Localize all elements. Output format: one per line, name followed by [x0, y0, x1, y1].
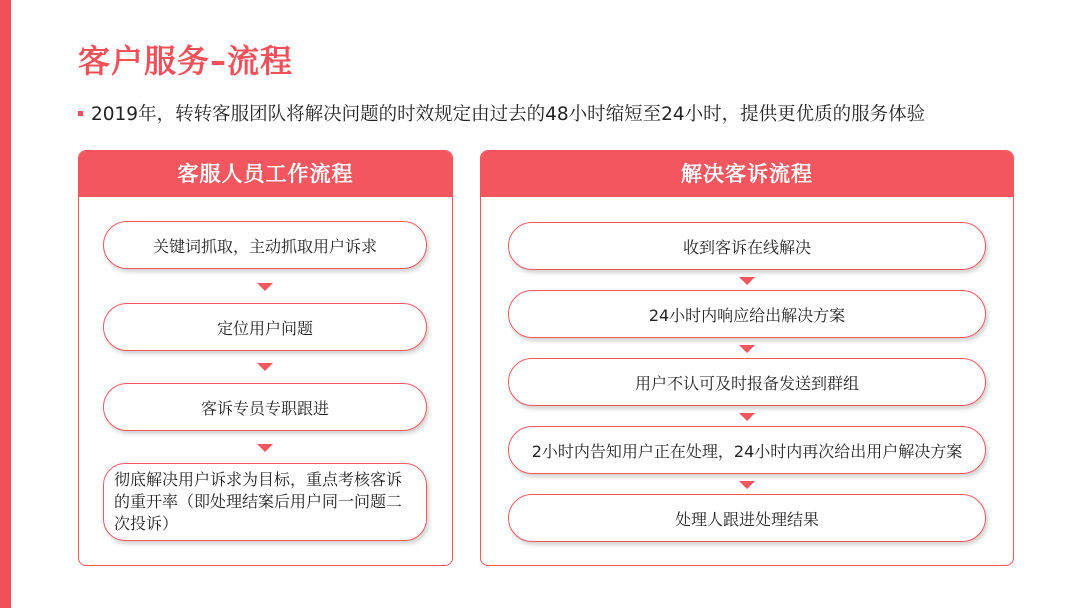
arrow-down-icon [739, 277, 755, 285]
flow-step: 24小时内响应给出解决方案 [508, 290, 986, 338]
panel-staff-workflow [78, 150, 453, 566]
subtitle-text: 2019年，转转客服团队将解决问题的时效规定由过去的48小时缩短至24小时，提供更优质的服务体验 [91, 104, 926, 125]
arrow-down-icon [257, 363, 273, 371]
bullet-icon [78, 111, 83, 116]
flow-step: 彻底解决用户诉求为目标，重点考核客诉的重开率（即处理结案后用户同一问题二次投诉） [103, 463, 427, 541]
flow-step: 处理人跟进处理结果 [508, 494, 986, 542]
panel-header-staff-workflow: 客服人员工作流程 [79, 151, 452, 197]
flow-step: 定位用户问题 [103, 303, 427, 351]
subtitle [78, 100, 925, 126]
arrow-down-icon [257, 283, 273, 291]
page-title: 客户服务–流程 [78, 42, 294, 80]
arrow-down-icon [739, 481, 755, 489]
panel-complaint-resolution [480, 150, 1014, 566]
panel-header-complaint-resolution: 解决客诉流程 [481, 151, 1013, 197]
arrow-down-icon [257, 444, 273, 452]
arrow-down-icon [739, 413, 755, 421]
flow-step: 关键词抓取，主动抓取用户诉求 [103, 221, 427, 269]
flow-step: 2小时内告知用户正在处理，24小时内再次给出用户解决方案 [508, 426, 986, 474]
flow-step: 客诉专员专职跟进 [103, 383, 427, 431]
flow-step: 收到客诉在线解决 [508, 222, 986, 270]
flow-step: 用户不认可及时报备发送到群组 [508, 358, 986, 406]
accent-bar [0, 0, 11, 608]
arrow-down-icon [739, 345, 755, 353]
